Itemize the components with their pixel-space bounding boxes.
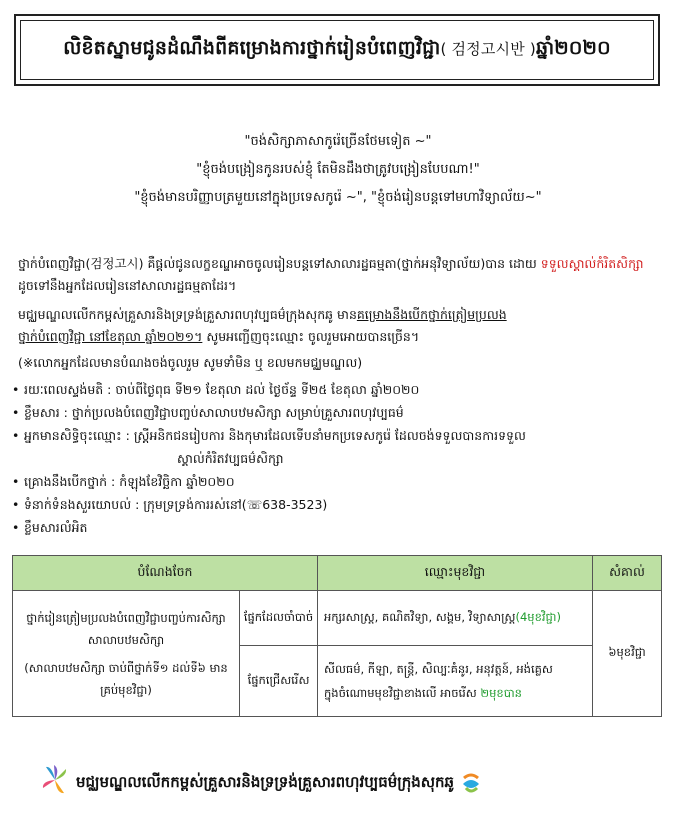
row-label-note: (សាលាបឋមសិក្សា ចាប់ពីថ្នាក់ទី១ ដល់ទី៦ មានគ្រប់មុខវិជ្ជា)	[24, 660, 228, 697]
required-subjects-cell	[318, 591, 593, 646]
intro-p1-a: ថ្នាក់បំពេញវិជ្ជា(검정고시) គឺផ្តល់ជូនលក្ខខណ្ឌអាចចូលរៀនបន្តទៅសាលារដ្ឋធម្មតា(ថ្នាក់អនុវិទ្យាល័យ)បាន ដោយ	[18, 256, 537, 271]
page-title	[63, 36, 610, 64]
intro-paragraph-3	[18, 326, 658, 348]
required-count: (4មុខវិជ្ជា)	[515, 609, 561, 624]
row-label-cell	[13, 591, 240, 717]
bullet-eligible: • អ្នកមានសិទ្ធិចុះឈ្មោះ : ស្ត្រីអនិកជនរៀបការ និងកុមារដែលទើបនាំមកប្រទេសកូរ៉េ ដែលចង់ទទួលបានការទទួល	[12, 424, 662, 447]
bullet-period: • រយៈពេលស្ទង់មតិ : ចាប់ពីថ្ងៃពុធ ទី២១ ខែតុលា ដល់ ថ្ងៃច័ន្ទ ទី២៥ ខែតុលា ឆ្នាំ២០២០	[12, 378, 662, 401]
table-row	[13, 591, 662, 646]
header-subjects: ឈ្មោះមុខវិជ្ជា	[318, 556, 593, 591]
remark-cell: ៦មុខវិជ្ជា	[593, 591, 662, 717]
intro-p1-red: ទទួលស្គាល់កំរិតសិក្សា	[540, 256, 644, 271]
sub-required: ផ្នែកដែលចាំបាច់	[240, 591, 318, 646]
header-category: បំណែងចែក	[13, 556, 318, 591]
table-header-row	[13, 556, 662, 591]
footer	[40, 760, 640, 800]
bullet-details: • ខ្លឹមសារលំអិត	[12, 516, 662, 539]
quotes-block	[0, 128, 676, 212]
bullet-schedule: • គ្រោងនឹងបើកថ្នាក់ : កំឡុងខែវិច្ឆិកា ឆ្នាំ២០២០	[12, 470, 662, 493]
quote-1: "ចង់សិក្សាភាសាកូរ៉េច្រើនថែមទៀត ~"	[244, 134, 432, 149]
elective-subjects-cell	[318, 646, 593, 717]
details-table	[12, 555, 662, 717]
quote-2: "ខ្ញុំចង់បង្រៀនកូនរបស់ខ្ញុំ តែមិនដឹងថាត្រូវបង្រៀនបែបណា!"	[196, 162, 480, 177]
title-box	[14, 14, 660, 86]
bullet-content: • ខ្លឹមសារ : ថ្នាក់ប្រលងបំពេញវិជ្ជាបញ្ចប់សាលាបឋមសិក្សា សម្រាប់គ្រួសារពហុវប្បធម៌	[12, 401, 662, 424]
title-year: ឆ្នាំ២០២០	[535, 37, 611, 59]
sub-elective: ផ្នែកជ្រើសរើស	[240, 646, 318, 717]
title-main: លិខិតស្នាមជូនដំណឹងពីគម្រោងការថ្នាក់រៀនបំពេញវិជ្ជា	[63, 37, 441, 59]
intro-p2-a: មជ្ឈមណ្ឌលលើកកម្ពស់គ្រួសារនិងទ្រទ្រង់គ្រួសារពហុវប្បធម៌ក្រុងសុកឆូ មាន	[18, 307, 357, 322]
intro-p1-b: ដូចទៅនឹងអ្នកដែលរៀននៅសាលារដ្ឋធម្មតាដែរ។	[18, 278, 237, 293]
intro-paragraph-1	[18, 253, 658, 297]
intro-note: (※លោកអ្នកដែលមានបំណងចង់ចូលរួម សូមទាំមិន ឬ ខលមកមជ្ឈមណ្ឌល)	[18, 355, 363, 370]
required-subjects: អក្សរសាស្ត្រ, គណិតវិទ្យា, សង្គម, វិទ្យាសាស្ត្រ	[324, 609, 516, 624]
intro-p3-u: ថ្នាក់បំពេញវិជ្ជា នៅខែតុលា ឆ្នាំ២០២១។	[18, 329, 203, 344]
city-logo-icon	[460, 772, 482, 794]
row-label: ថ្នាក់រៀនត្រៀមប្រលងបំពេញវិជ្ជាបញ្ចប់ការសិក្សាសាលាបឋមសិក្សា	[26, 610, 226, 647]
center-logo-icon	[40, 763, 70, 797]
intro-paragraph-2	[18, 304, 658, 326]
intro-p3-b: សូមអញ្ជើញចុះឈ្មោះ ចូលរួមអោយបានច្រើន។	[202, 329, 420, 344]
intro-p2-u: គម្រោងនឹងបើកថ្នាក់ត្រៀមប្រលង	[356, 307, 507, 322]
quote-3: "ខ្ញុំចង់មានបរិញ្ញាបត្រមួយនៅក្នុងប្រទេសកូរ៉េ ~", "ខ្ញុំចង់រៀនបន្តទៅមហាវិទ្យាល័យ~"	[134, 190, 542, 205]
footer-org-name: មជ្ឈមណ្ឌលលើកកម្ពស់គ្រួសារនិងទ្រទ្រង់គ្រួសារពហុវប្បធម៌ក្រុងសុកឆូ	[76, 773, 455, 791]
bullet-list	[12, 378, 662, 539]
bullet-eligible-cont: ស្គាល់កំរិតវប្បធម៌សិក្សា	[177, 451, 284, 466]
title-korean: ( 검정고시반 )	[440, 40, 536, 58]
header-remark: សំគាល់	[593, 556, 662, 591]
elective-pick: ២មុខបាន	[480, 686, 522, 700]
elective-note: ក្នុងចំណោមមុខវិជ្ជាខាងលើ អាចរើស	[324, 686, 477, 700]
elective-subjects: សីលធម៌, កីឡា, តន្ត្រី, សិល្បៈគំនូរ, អនុវត្តន៍, អង់គ្លេស	[324, 662, 553, 676]
bullet-contact: • ទំនាក់ទំនងសួរយោបល់ : ក្រុមទ្រទ្រង់ការរស់នៅ(☏638-3523)	[12, 493, 662, 516]
